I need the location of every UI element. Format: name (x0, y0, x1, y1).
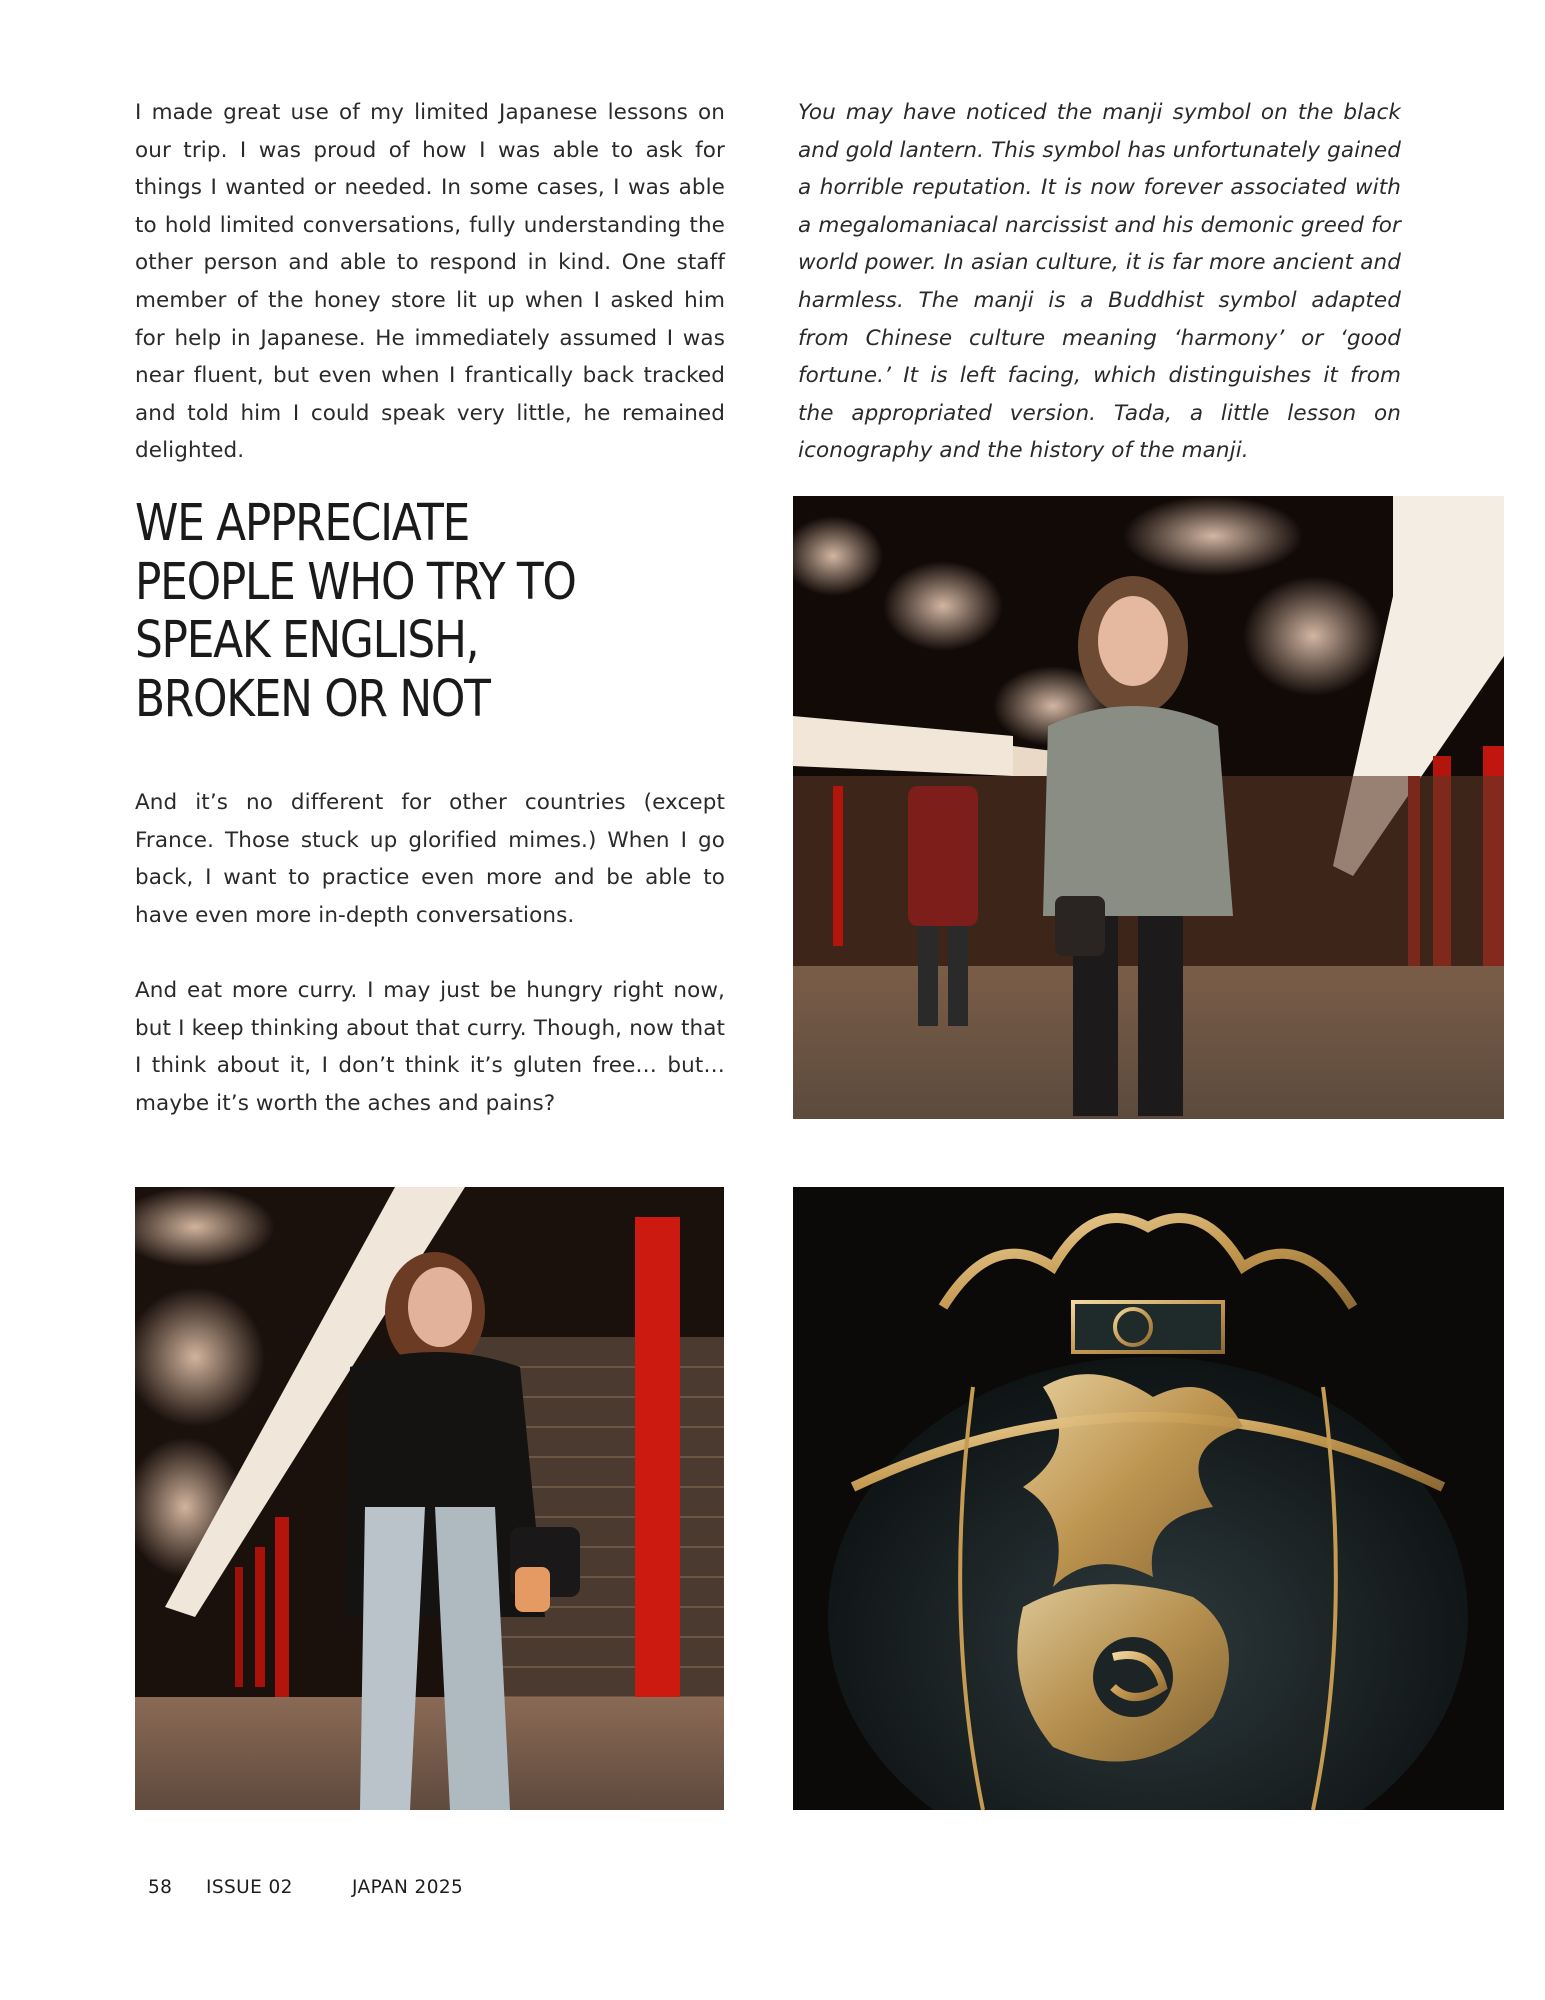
photo-illustration (793, 496, 1504, 1119)
body-paragraph: And eat more curry. I may just be hungry right now, but I keep thinking about that curry. Though, now that I think about it, I don’t think it’s gluten free… but… maybe it’s worth the aches and pains? (135, 978, 725, 1116)
photo-illustration (135, 1187, 724, 1810)
body-paragraph: I made great use of my limited Japanese lessons on our trip. I was proud of how I was able to ask for things I wanted or needed. In some cases, I was able to hold limited conversations, fully understanding the other person and able to respond in kind. One staff member of the honey store lit up when I asked him for help in Japanese. He immediately assumed I was near fluent, but even when I frantically back tracked and told him I could speak very little, he remained delighted. (135, 100, 725, 464)
photo-woman-portrait-arcade (135, 1187, 724, 1810)
footer-issue: ISSUE 02 (206, 1877, 293, 1898)
section-heading: WE APPRECIATE PEOPLE WHO TRY TO SPEAK ENGLISH, BROKEN OR NOT (135, 494, 576, 729)
photo-illustration (793, 1187, 1504, 1810)
photo-black-gold-lantern (793, 1187, 1504, 1810)
italic-sidebar-paragraph: You may have noticed the manji symbol on the black and gold lantern. This symbol has unfortunately gained a horrible reputation. It is now forever associated with a megalomaniacal narcissist and his demonic greed for world power. In asian culture, it is far more ancient and harmless. The manji is a Buddhist symbol adapted from Chinese culture meaning ‘harmony’ or ‘good fortune.’ It is left facing, which distinguishes it from the appropriated version. Tada, a little lesson on iconography and the history of the manji. (798, 100, 1401, 464)
footer-edition: JAPAN 2025 (352, 1877, 464, 1898)
photo-woman-walking-arcade (793, 496, 1504, 1119)
body-paragraph: And it’s no different for other countries (except France. Those stuck up glorified mimes.) When I go back, I want to practice even more and be able to have even more in-depth conversations. (135, 790, 725, 928)
footer-page-number: 58 (148, 1877, 173, 1898)
